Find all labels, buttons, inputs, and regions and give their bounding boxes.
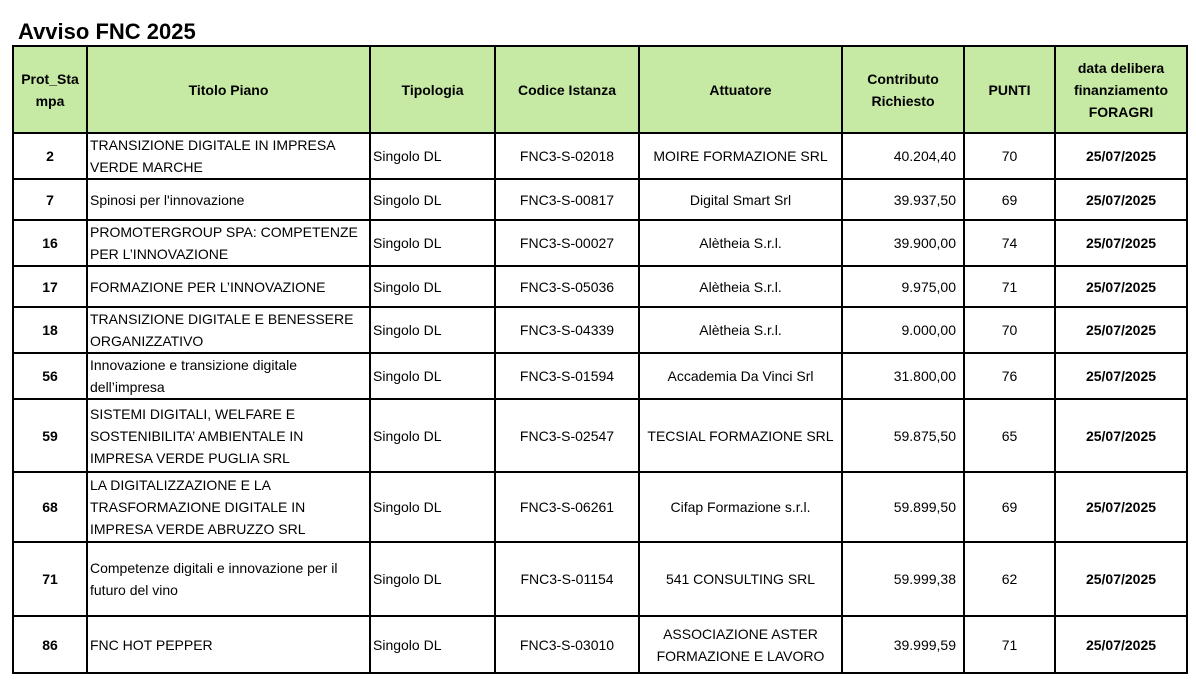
page-title: Avviso FNC 2025: [18, 19, 196, 44]
data-delibera-cell: 25/07/2025: [1055, 220, 1187, 266]
attuatore-cell: 541 CONSULTING SRL: [639, 542, 842, 616]
punti-cell: 62: [964, 542, 1055, 616]
table-row: [13, 266, 1187, 307]
punti-cell: 76: [964, 353, 1055, 399]
header-tipologia: Tipologia: [370, 46, 495, 133]
contributo-cell: 59.899,50: [842, 472, 964, 542]
tipologia-cell: Singolo DL: [370, 353, 495, 399]
punti-cell: 71: [964, 266, 1055, 307]
table-body: [13, 133, 1187, 673]
contributo-cell: 9.000,00: [842, 307, 964, 353]
tipologia-cell: Singolo DL: [370, 133, 495, 179]
titolo-piano-cell: LA DIGITALIZZAZIONE E LA TRASFORMAZIONE DIGITALE IN IMPRESA VERDE ABRUZZO SRL: [87, 472, 370, 542]
punti-cell: 70: [964, 133, 1055, 179]
tipologia-cell: Singolo DL: [370, 307, 495, 353]
codice-istanza-cell: FNC3-S-05036: [495, 266, 639, 307]
tipologia-cell: Singolo DL: [370, 472, 495, 542]
attuatore-cell: Digital Smart Srl: [639, 179, 842, 220]
codice-istanza-cell: FNC3-S-02018: [495, 133, 639, 179]
header-titolo-piano: Titolo Piano: [87, 46, 370, 133]
header-prot-stampa: Prot_Stampa: [13, 46, 87, 133]
contributo-cell: 59.875,50: [842, 399, 964, 472]
contributo-cell: 39.900,00: [842, 220, 964, 266]
data-delibera-cell: 25/07/2025: [1055, 542, 1187, 616]
titolo-piano-cell: SISTEMI DIGITALI, WELFARE E SOSTENIBILITA’ AMBIENTALE IN IMPRESA VERDE PUGLIA SRL: [87, 399, 370, 472]
titolo-piano-cell: TRANSIZIONE DIGITALE IN IMPRESA VERDE MARCHE: [87, 133, 370, 179]
attuatore-cell: Accademia Da Vinci Srl: [639, 353, 842, 399]
attuatore-cell: Cifap Formazione s.r.l.: [639, 472, 842, 542]
data-delibera-cell: 25/07/2025: [1055, 353, 1187, 399]
codice-istanza-cell: FNC3-S-03010: [495, 616, 639, 673]
attuatore-cell: Alètheia S.r.l.: [639, 266, 842, 307]
attuatore-cell: Alètheia S.r.l.: [639, 307, 842, 353]
prot-cell: 86: [13, 616, 87, 673]
table-row: [13, 399, 1187, 472]
titolo-piano-cell: PROMOTERGROUP SPA: COMPETENZE PER L’INNOVAZIONE: [87, 220, 370, 266]
header-data-delibera: data delibera finanziamento FORAGRI: [1055, 46, 1187, 133]
tipologia-cell: Singolo DL: [370, 179, 495, 220]
titolo-piano-cell: TRANSIZIONE DIGITALE E BENESSERE ORGANIZZATIVO: [87, 307, 370, 353]
data-delibera-cell: 25/07/2025: [1055, 133, 1187, 179]
table-row: [13, 307, 1187, 353]
attuatore-cell: MOIRE FORMAZIONE SRL: [639, 133, 842, 179]
header-codice-istanza: Codice Istanza: [495, 46, 639, 133]
header-punti: PUNTI: [964, 46, 1055, 133]
prot-cell: 18: [13, 307, 87, 353]
titolo-piano-cell: FORMAZIONE PER L’INNOVAZIONE: [87, 266, 370, 307]
tipologia-cell: Singolo DL: [370, 266, 495, 307]
prot-cell: 17: [13, 266, 87, 307]
punti-cell: 69: [964, 472, 1055, 542]
prot-cell: 7: [13, 179, 87, 220]
contributo-cell: 40.204,40: [842, 133, 964, 179]
table-row: [13, 353, 1187, 399]
punti-cell: 70: [964, 307, 1055, 353]
codice-istanza-cell: FNC3-S-01154: [495, 542, 639, 616]
titolo-piano-cell: Competenze digitali e innovazione per il futuro del vino: [87, 542, 370, 616]
contributo-cell: 31.800,00: [842, 353, 964, 399]
table-row: [13, 472, 1187, 542]
codice-istanza-cell: FNC3-S-02547: [495, 399, 639, 472]
data-delibera-cell: 25/07/2025: [1055, 307, 1187, 353]
table-row: [13, 220, 1187, 266]
data-delibera-cell: 25/07/2025: [1055, 399, 1187, 472]
contributo-cell: 39.937,50: [842, 179, 964, 220]
tipologia-cell: Singolo DL: [370, 616, 495, 673]
titolo-piano-cell: FNC HOT PEPPER: [87, 616, 370, 673]
attuatore-cell: ASSOCIAZIONE ASTER FORMAZIONE E LAVORO: [639, 616, 842, 673]
prot-cell: 71: [13, 542, 87, 616]
tipologia-cell: Singolo DL: [370, 220, 495, 266]
codice-istanza-cell: FNC3-S-01594: [495, 353, 639, 399]
codice-istanza-cell: FNC3-S-06261: [495, 472, 639, 542]
contributo-cell: 9.975,00: [842, 266, 964, 307]
table-row: [13, 542, 1187, 616]
codice-istanza-cell: FNC3-S-00027: [495, 220, 639, 266]
prot-cell: 68: [13, 472, 87, 542]
data-delibera-cell: 25/07/2025: [1055, 616, 1187, 673]
codice-istanza-cell: FNC3-S-04339: [495, 307, 639, 353]
punti-cell: 65: [964, 399, 1055, 472]
prot-cell: 2: [13, 133, 87, 179]
contributo-cell: 39.999,59: [842, 616, 964, 673]
punti-cell: 74: [964, 220, 1055, 266]
prot-cell: 16: [13, 220, 87, 266]
header-attuatore: Attuatore: [639, 46, 842, 133]
punti-cell: 69: [964, 179, 1055, 220]
titolo-piano-cell: Innovazione e transizione digitale dell’impresa: [87, 353, 370, 399]
table-row: [13, 133, 1187, 179]
codice-istanza-cell: FNC3-S-00817: [495, 179, 639, 220]
contributo-cell: 59.999,38: [842, 542, 964, 616]
tipologia-cell: Singolo DL: [370, 542, 495, 616]
attuatore-cell: TECSIAL FORMAZIONE SRL: [639, 399, 842, 472]
prot-cell: 59: [13, 399, 87, 472]
table-row: [13, 179, 1187, 220]
header-contributo-richiesto: Contributo Richiesto: [842, 46, 964, 133]
table-header-row: [13, 46, 1187, 133]
punti-cell: 71: [964, 616, 1055, 673]
data-delibera-cell: 25/07/2025: [1055, 266, 1187, 307]
attuatore-cell: Alètheia S.r.l.: [639, 220, 842, 266]
funding-table: [12, 45, 1188, 674]
table-row: [13, 616, 1187, 673]
prot-cell: 56: [13, 353, 87, 399]
data-delibera-cell: 25/07/2025: [1055, 472, 1187, 542]
tipologia-cell: Singolo DL: [370, 399, 495, 472]
data-delibera-cell: 25/07/2025: [1055, 179, 1187, 220]
titolo-piano-cell: Spinosi per l'innovazione: [87, 179, 370, 220]
